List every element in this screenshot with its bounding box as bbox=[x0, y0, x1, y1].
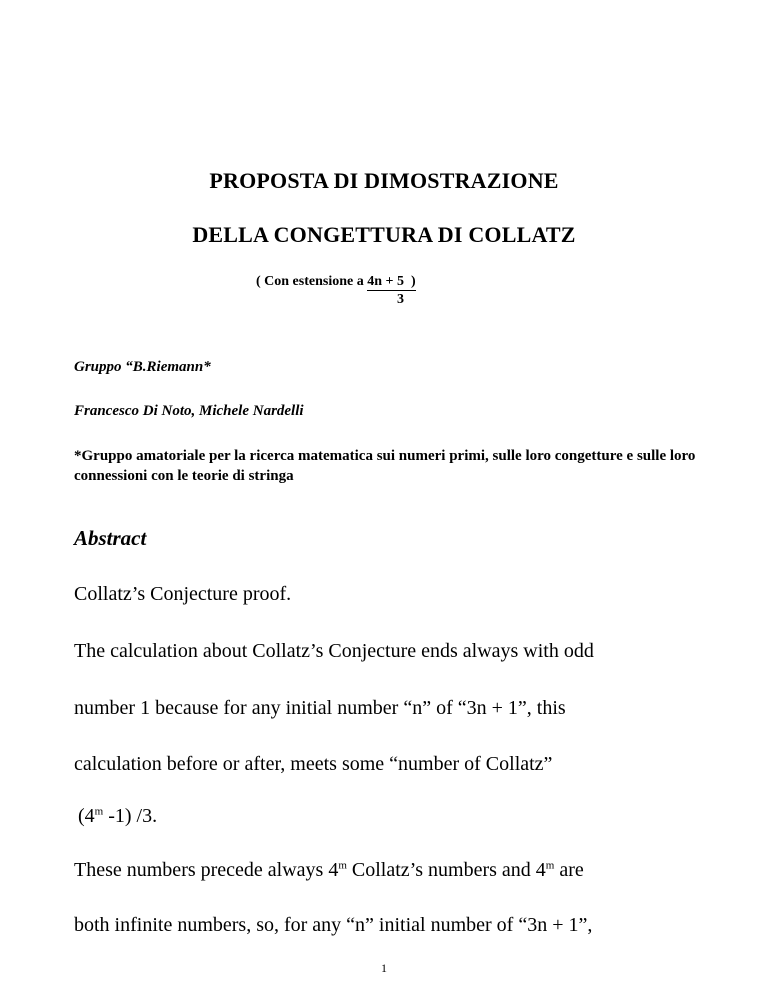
abstract-heading: Abstract bbox=[74, 526, 147, 550]
group-note: *Gruppo amatoriale per la ricerca matematica sui numeri primi, sulle loro congetture e sulle loro connessioni con le teorie di stringa bbox=[74, 448, 696, 484]
abstract-line-6 bbox=[74, 859, 584, 882]
line6-part-a: These numbers precede always 4 bbox=[74, 859, 339, 881]
line6-part-b: Collatz’s numbers and 4 bbox=[346, 859, 546, 881]
authors: Francesco Di Noto, Michele Nardelli bbox=[74, 403, 304, 419]
exponent-m: m bbox=[94, 805, 104, 818]
title-line-1: PROPOSTA DI DIMOSTRAZIONE bbox=[209, 168, 559, 193]
abstract-line-5 bbox=[78, 805, 157, 828]
group-name: Gruppo “B.Riemann* bbox=[74, 359, 211, 375]
fraction-denominator: 3 bbox=[396, 292, 404, 307]
page-number: 1 bbox=[381, 961, 387, 975]
title-line-2: DELLA CONGETTURA DI COLLATZ bbox=[192, 222, 576, 247]
fraction-numerator: 4n + 5 ) bbox=[367, 274, 416, 289]
line6-part-c: are bbox=[554, 859, 584, 881]
abstract-line-4: calculation before or after, meets some “number of Collatz” bbox=[74, 753, 553, 775]
abstract-line-3: number 1 because for any initial number “n” of “3n + 1”, this bbox=[74, 697, 566, 719]
formula-close: -1) /3. bbox=[103, 805, 158, 827]
exponent-m: m bbox=[338, 859, 347, 872]
abstract-line-1: Collatz’s Conjecture proof. bbox=[74, 583, 292, 605]
abstract-line-2: The calculation about Collatz’s Conjecture ends always with odd bbox=[74, 640, 594, 662]
exponent-m: m bbox=[545, 859, 555, 872]
subtitle-prefix: ( Con estensione a bbox=[256, 274, 368, 289]
abstract-line-7: both infinite numbers, so, for any “n” initial number of “3n + 1”, bbox=[74, 914, 593, 936]
formula-open: (4 bbox=[78, 805, 95, 827]
fraction bbox=[367, 274, 416, 307]
subtitle bbox=[256, 274, 416, 307]
